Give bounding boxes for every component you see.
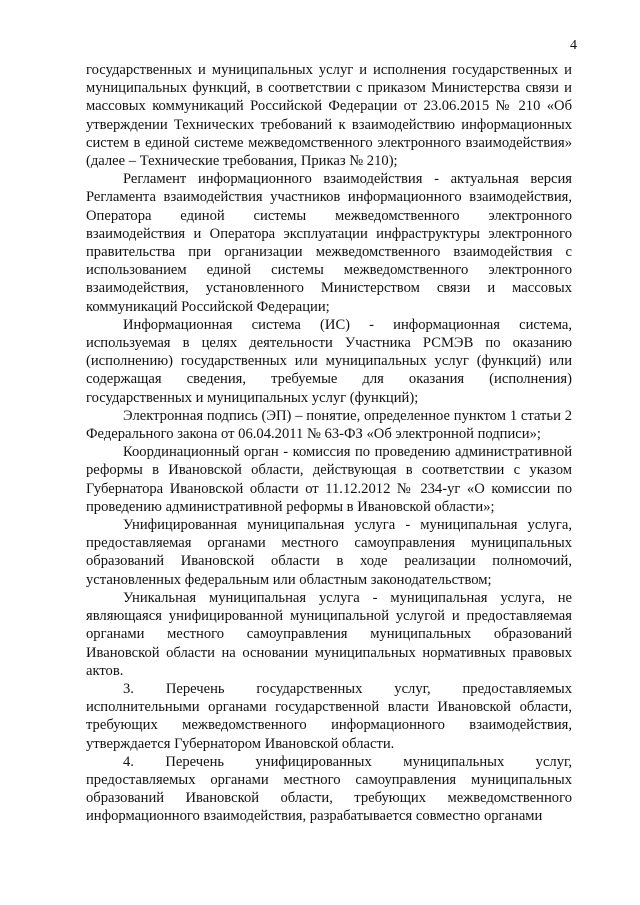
paragraph-clause-4: 4. Перечень унифицированных муниципальных услуг, предоставляемых органами местного самоуправления муниципальных образований Ивановской области, требующих межведомственного информационного взаимодействия, разрабатывается совместно органами <box>86 753 572 825</box>
paragraph-information-system-definition: Информационная система (ИС) - информационная система, используемая в целях деятельности Участника РСМЭВ по оказанию (исполнению) государственных или муниципальных услуг (функций) или содержащая сведения, требуемые для оказания (исполнения) государственных и муниципальных услуг (функций); <box>86 316 572 406</box>
paragraph-definitions-continuation: государственных и муниципальных услуг и исполнения государственных и муниципальных функций, в соответствии с приказом Министерства связи и массовых коммуникаций Российской Федерации от 23.06.2015 № 210 «Об утверждении Технических требований к взаимодействию информационных систем в единой системе межведомственного электронного взаимодействия» (далее – Технические требования, Приказ № 210); <box>86 62 572 170</box>
paragraph-unified-service-definition: Унифицированная муниципальная услуга - муниципальная услуга, предоставляемая органами местного самоуправления муниципальных образований Ивановской области в ходе реализации полномочий, установленных федеральным или областным законодательством; <box>86 517 572 588</box>
document-body <box>86 61 572 826</box>
paragraph-electronic-signature-definition: Электронная подпись (ЭП) – понятие, определенное пунктом 1 статьи 2 Федерального закона от 06.04.2011 № 63-ФЗ «Об электронной подписи»; <box>86 407 572 443</box>
paragraph-clause-3: 3. Перечень государственных услуг, предоставляемых исполнительными органами государственной власти Ивановской области, требующих межведомственного информационного взаимодействия, утверждается Губернатором Ивановской области. <box>86 680 572 752</box>
paragraph-coordination-body-definition: Координационный орган - комиссия по проведению административной реформы в Ивановской области, действующая в соответствии с указом Губернатора Ивановской области от 11.12.2012 № 234-уг «О комиссии по проведению административной реформы в Ивановской области»; <box>86 444 572 515</box>
paragraph-regulation-definition: Регламент информационного взаимодействия - актуальная версия Регламента взаимодействия участников информационного взаимодействия, Оператора единой системы межведомственного электронного взаимодействия и Оператора эксплуатации инфраструктуры электронного правительства при организации межведомственного взаимодействия с использованием единой системы межведомственного электронного взаимодействия, установленного Министерством связи и массовых коммуникаций Российской Федерации; <box>86 171 572 315</box>
page-number: 4 <box>570 38 577 53</box>
paragraph-unique-service-definition: Уникальная муниципальная услуга - муниципальная услуга, не являющаяся унифицированной муниципальной услугой и предоставляемая органами местного самоуправления муниципальных образований Ивановской области на основании муниципальных нормативных правовых актов. <box>86 589 572 679</box>
